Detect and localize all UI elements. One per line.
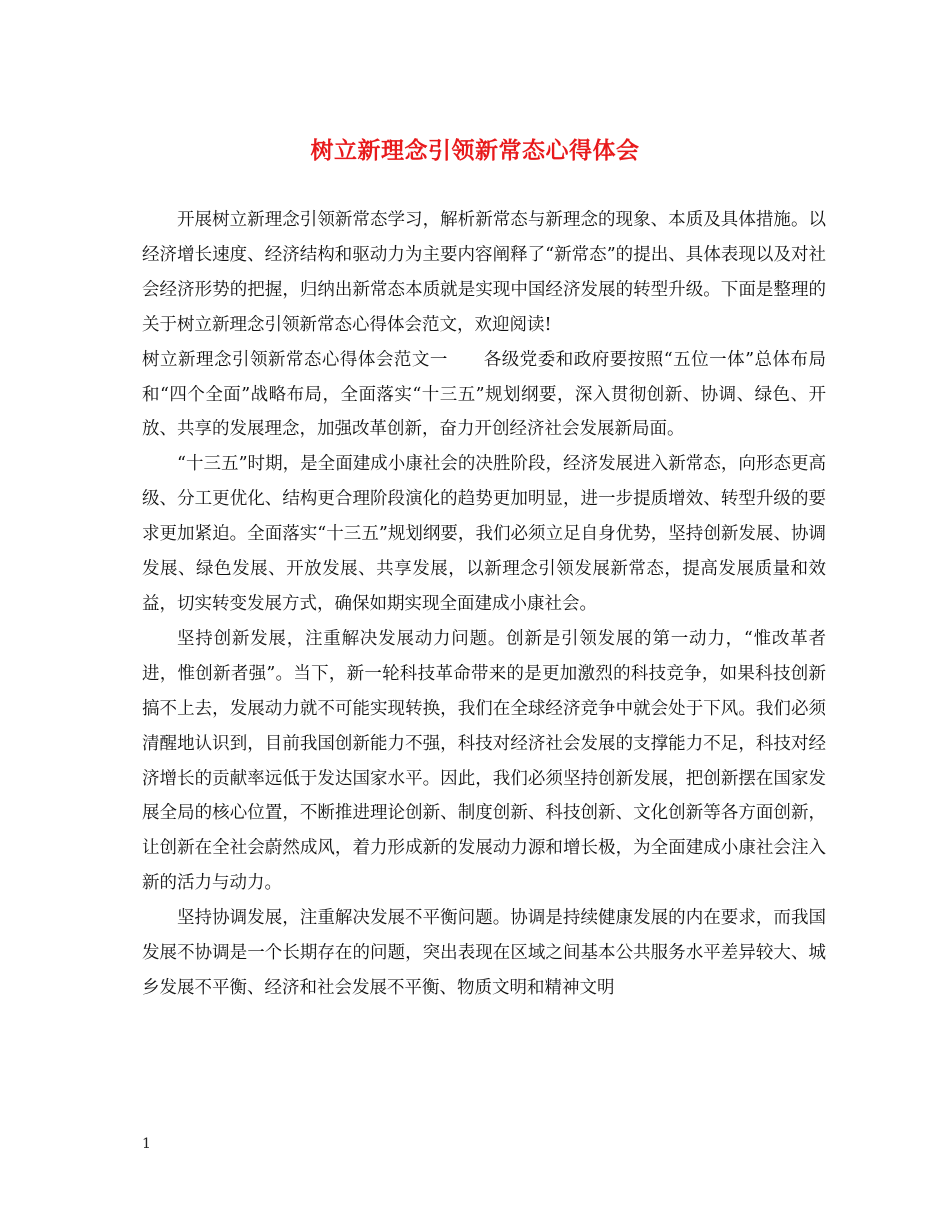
paragraph-essay-one: 树立新理念引领新常态心得体会范文一 各级党委和政府要按照“五位一体”总体布局和“四个全面”战略布局，全面落实“十三五”规划纲要，深入贯彻创新、协调、绿色、开放、共享的发展理念，加强改革创新，奋力开创经济社会发展新局面。 [142,349,826,440]
document-body [142,203,826,1006]
paragraph-coordination: 坚持协调发展，注重解决发展不平衡问题。协调是持续健康发展的内在要求，而我国发展不协调是一个长期存在的问题，突出表现在区域之间基本公共服务水平差异较大、城乡发展不平衡、经济和社会发展不平衡、物质文明和精神文明 [142,908,826,998]
paragraph-innovation: 坚持创新发展，注重解决发展动力问题。创新是引领发展的第一动力，“惟改革者进，惟创新者强”。当下，新一轮科技革命带来的是更加激烈的科技竞争，如果科技创新搞不上去，发展动力就不可能实现转换，我们在全球经济竞争中就会处于下风。我们必须清醒地认识到，目前我国创新能力不强，科技对经济社会发展的支撑能力不足，科技对经济增长的贡献率远低于发达国家水平。因此，我们必须坚持创新发展，把创新摆在国家发展全局的核心位置，不断推进理论创新、制度创新、科技创新、文化创新等各方面创新，让创新在全社会蔚然成风，着力形成新的发展动力源和增长极，为全面建成小康社会注入新的活力与动力。 [142,628,826,894]
paragraph-thirteenth-five-year: “十三五”时期，是全面建成小康社会的决胜阶段，经济发展进入新常态，向形态更高级、分工更优化、结构更合理阶段演化的趋势更加明显，进一步提质增效、转型升级的要求更加紧迫。全面落实“十三五”规划纲要，我们必须立足自身优势，坚持创新发展、协调发展、绿色发展、开放发展、共享发展，以新理念引领发展新常态，提高发展质量和效益，切实转变发展方式，确保如期实现全面建成小康社会。 [142,454,826,614]
page-number: 1 [142,1136,151,1152]
paragraph-intro: 开展树立新理念引领新常态学习，解析新常态与新理念的现象、本质及具体措施。以经济增长速度、经济结构和驱动力为主要内容阐释了“新常态”的提出、具体表现以及对社会经济形势的把握，归纳出新常态本质就是实现中国经济发展的转型升级。下面是整理的关于树立新理念引领新常态心得体会范文，欢迎阅读! [142,210,826,335]
document-title: 树立新理念引领新常态心得体会 [310,137,640,164]
